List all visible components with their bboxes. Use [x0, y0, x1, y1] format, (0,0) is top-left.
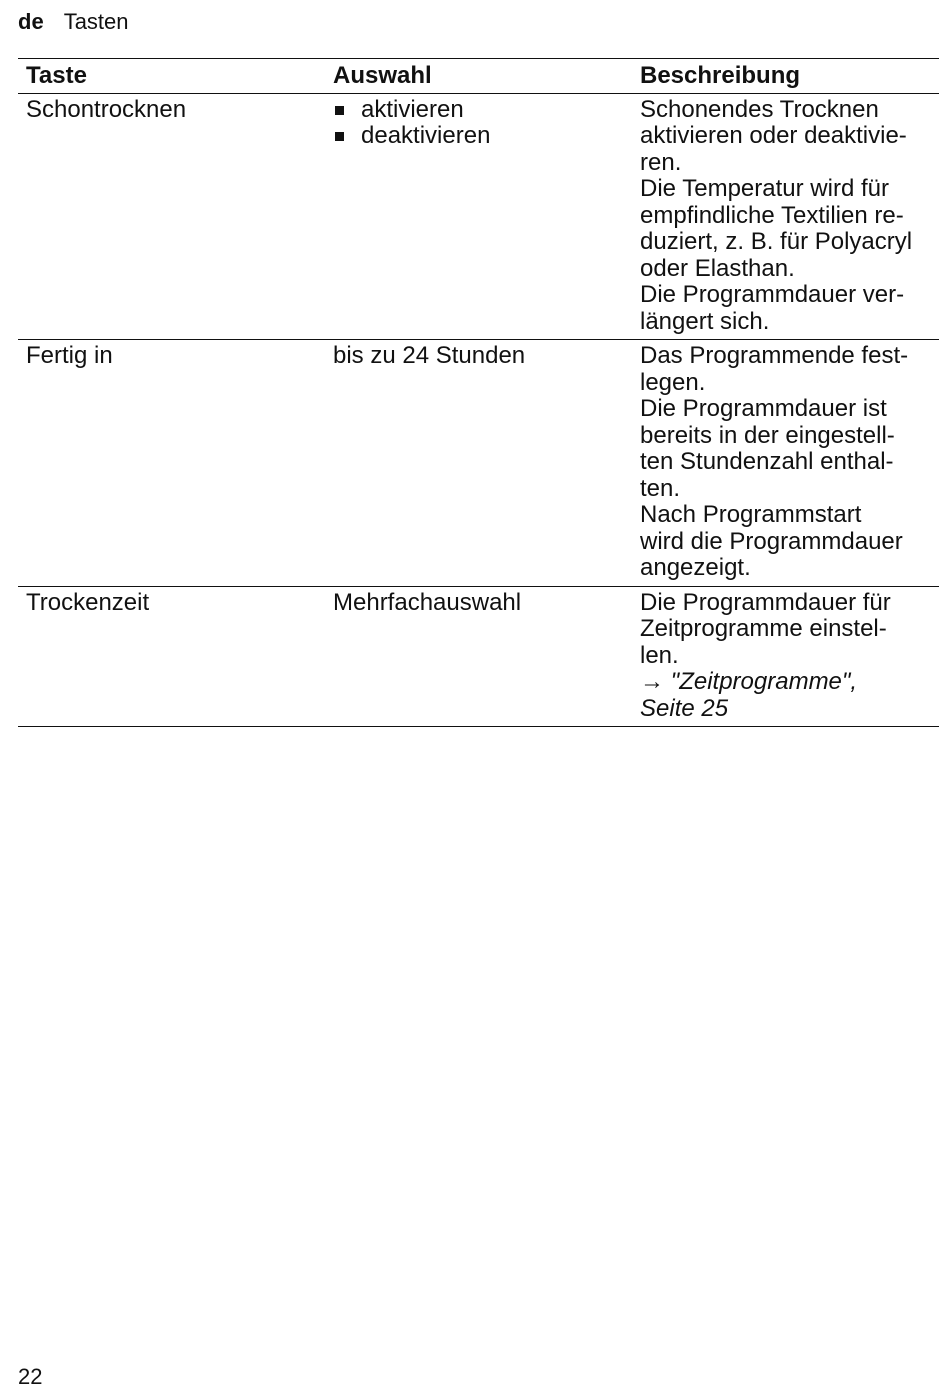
- cell-auswahl: [325, 93, 632, 340]
- cross-reference-link[interactable]: → "Zeitprogramme",: [640, 668, 858, 695]
- cell-taste: Fertig in: [18, 340, 325, 587]
- table-row: [18, 586, 939, 727]
- list-item: deaktivieren: [333, 123, 624, 150]
- column-header-taste: Taste: [18, 59, 325, 94]
- cell-beschreibung: Schonendes Trocknen aktivieren oder deaktivie- ren. Die Temperatur wird für empfindliche Textilien re- duziert, z. B. für Polyacryl oder Elasthan. Die Programmdauer ver- längert sich.: [632, 93, 939, 340]
- cross-reference-page[interactable]: Seite 25: [640, 694, 729, 722]
- table-row: [18, 93, 939, 340]
- list-item: aktivieren: [333, 97, 624, 124]
- bullet-square-icon: [335, 106, 344, 115]
- cell-taste: Schontrocknen: [18, 93, 325, 340]
- section-title: Tasten: [63, 9, 129, 34]
- option-list: [333, 97, 624, 150]
- table-header-row: [18, 59, 939, 94]
- cell-auswahl: bis zu 24 Stunden: [325, 340, 632, 587]
- cell-beschreibung: Die Programmdauer für Zeitprogramme einstel- len. → "Zeitprogramme", Seite 25: [632, 586, 939, 727]
- bullet-square-icon: [335, 132, 344, 141]
- language-label: de: [18, 9, 44, 34]
- buttons-table: [18, 58, 939, 727]
- table-row: [18, 340, 939, 587]
- column-header-auswahl: Auswahl: [325, 59, 632, 94]
- cell-taste: Trockenzeit: [18, 586, 325, 727]
- column-header-beschreibung: Beschreibung: [632, 59, 939, 94]
- cell-beschreibung: Das Programmende fest- legen. Die Programmdauer ist bereits in der eingestell- ten Stundenzahl enthal- ten. Nach Programmstart wird die Programmdauer angezeigt.: [632, 340, 939, 587]
- page-number: 22: [18, 1364, 43, 1389]
- page-header: [18, 8, 129, 36]
- cell-auswahl: Mehrfachauswahl: [325, 586, 632, 727]
